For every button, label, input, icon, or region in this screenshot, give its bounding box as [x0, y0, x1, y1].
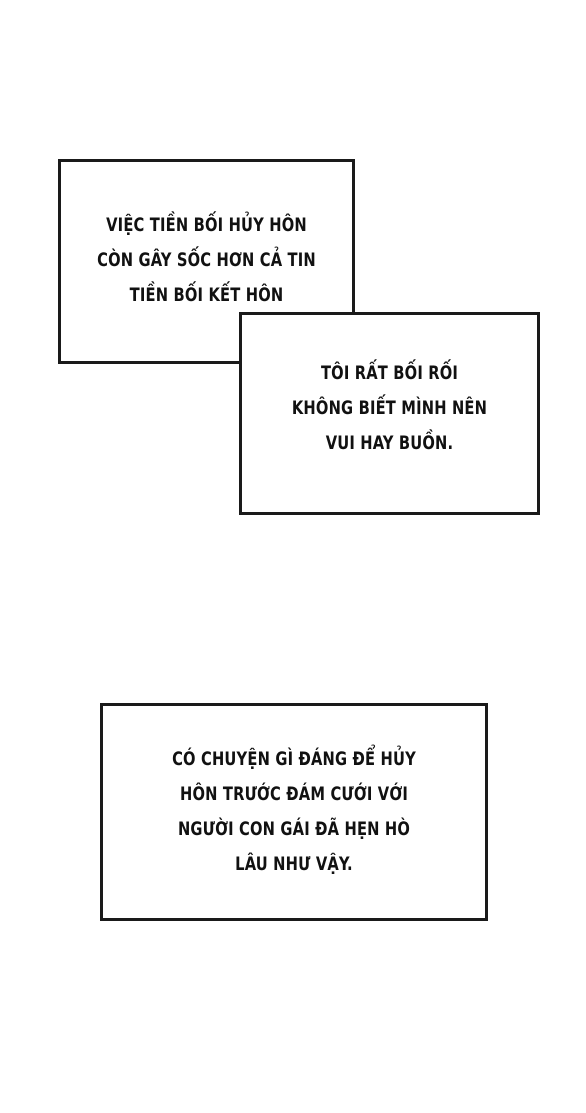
caption-2-line-2: KHÔNG BIẾT MÌNH NÊN: [291, 397, 488, 419]
caption-2-line-3: VUI HAY BUỒN.: [325, 432, 454, 454]
caption-3-line-4: LÂU NHƯ VẬY.: [235, 853, 353, 875]
caption-text-2: [239, 356, 540, 461]
caption-text-1: [58, 208, 355, 313]
caption-3-line-3: NGƯỜI CON GÁI ĐÃ HẸN HÒ: [177, 818, 411, 840]
caption-1-line-1: VIỆC TIỀN BỐI HỦY HÔN: [106, 214, 307, 236]
caption-3-line-2: HÔN TRƯỚC ĐÁM CƯỚI VỚI: [179, 783, 409, 805]
caption-1-line-2: CÒN GÂY SỐC HƠN CẢ TIN: [97, 249, 316, 271]
caption-3-line-1: CÓ CHUYỆN GÌ ĐÁNG ĐỂ HỦY: [172, 748, 416, 770]
caption-2-line-1: TÔI RẤT BỐI RỐI: [320, 362, 459, 384]
caption-text-3: [100, 742, 488, 882]
caption-1-line-3: TIỀN BỐI KẾT HÔN: [129, 284, 284, 306]
